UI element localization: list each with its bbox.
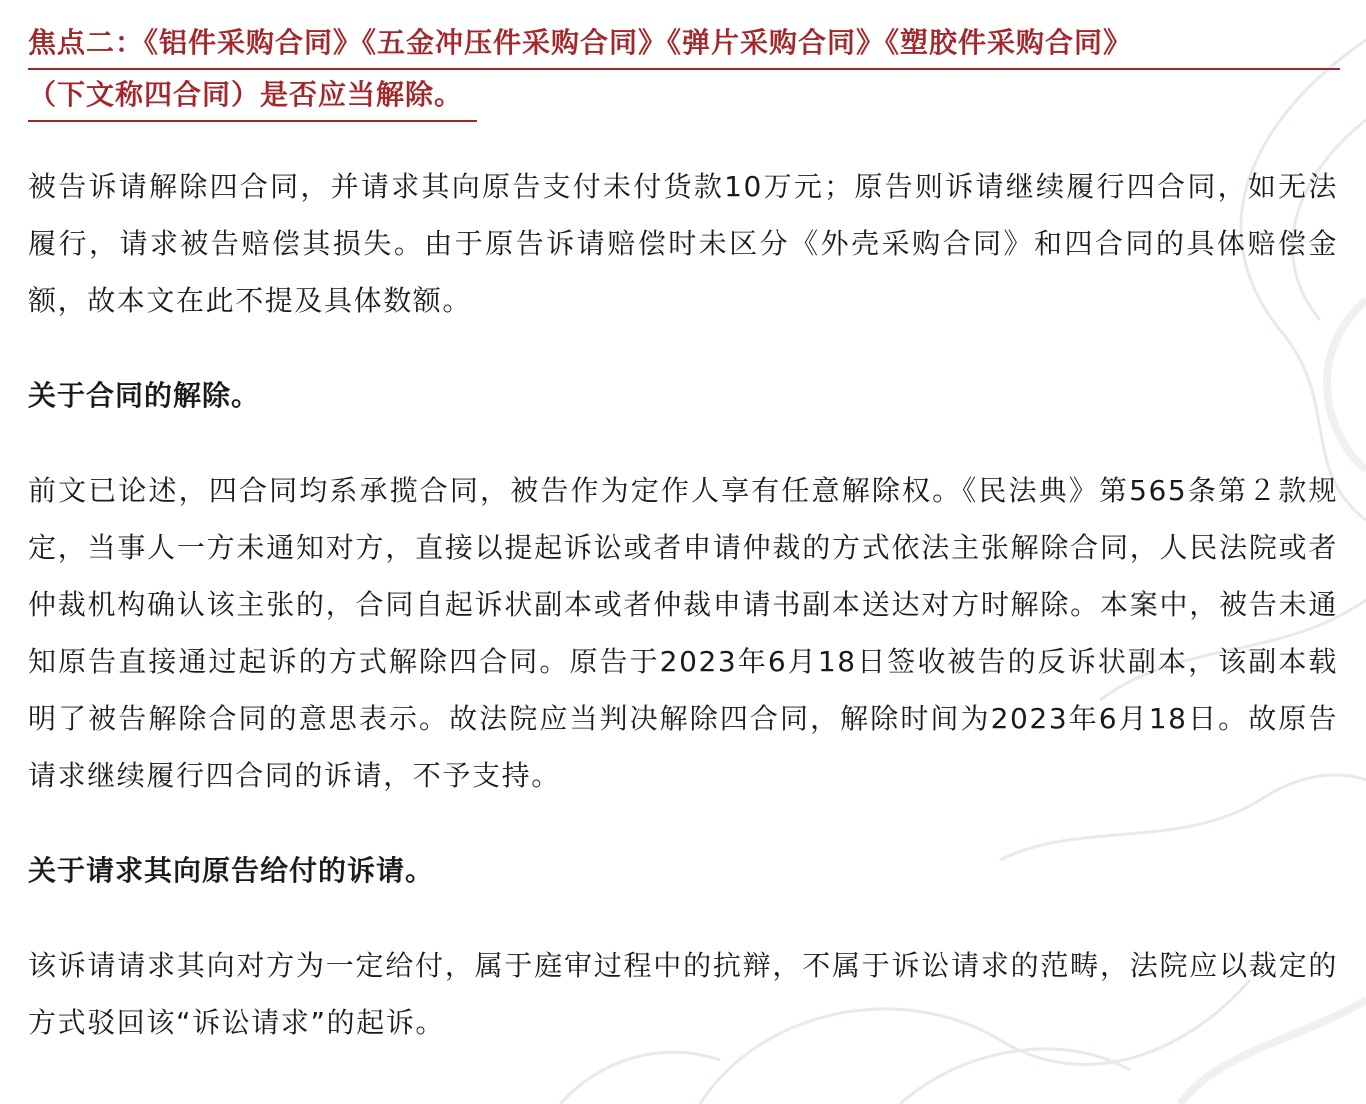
paragraph-termination-analysis: 前文已论述，四合同均系承揽合同，被告作为定作人享有任意解除权。《民法典》第565条第２款规定，当事人一方未通知对方，直接以提起诉讼或者申请仲裁的方式依法主张解除合同，人民法院或者仲裁机构确认该主张的，合同自起诉状副本或者仲裁申请书副本送达对方时解除。本案中，被告未通知原告直接通过起诉的方式解除四合同。原告于2023年6月18日签收被告的反诉状副本，该副本载明了被告解除合同的意思表示。故法院应当判决解除四合同，解除时间为2023年6月18日。故原告请求继续履行四合同的诉请，不予支持。	[28, 474, 1338, 792]
focus-heading	[28, 18, 1338, 122]
paragraph-claims: 被告诉请解除四合同，并请求其向原告支付未付货款10万元；原告则诉请继续履行四合同，如无法履行，请求被告赔偿其损失。由于原告诉请赔偿时未区分《外壳采购合同》和四合同的具体赔偿金额，故本文在此不提及具体数额。	[28, 170, 1338, 317]
paragraph-payment-analysis: 该诉请请求其向对方为一定给付，属于庭审过程中的抗辩，不属于诉讼请求的范畴，法院应以裁定的方式驳回该“诉讼请求”的起诉。	[28, 949, 1338, 1039]
subheading-contract-termination: 关于合同的解除。	[28, 379, 261, 412]
focus-heading-line-2: （下文称四合同）是否应当解除。	[28, 70, 477, 122]
subheading-payment-claim: 关于请求其向原告给付的诉请。	[28, 854, 435, 887]
focus-heading-line-1: 焦点二：《铝件采购合同》《五金冲压件采购合同》《弹片采购合同》《塑胶件采购合同》	[28, 18, 1340, 70]
